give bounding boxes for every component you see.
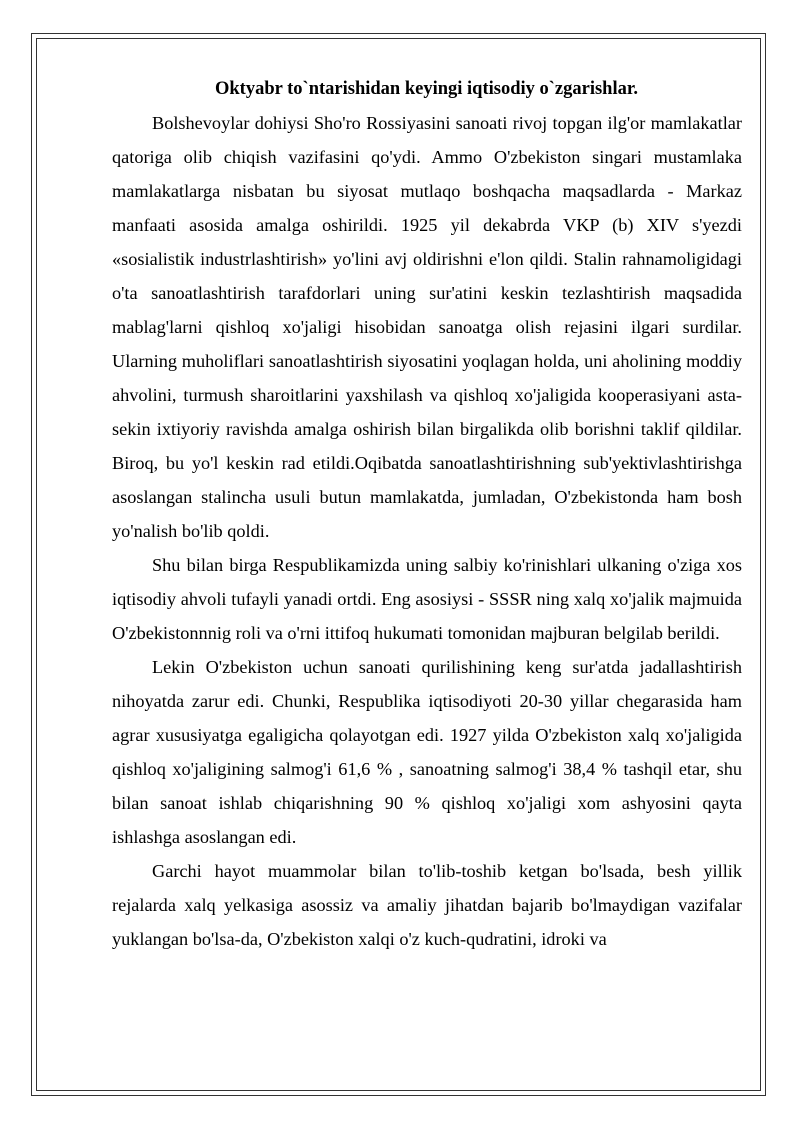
document-body — [112, 76, 742, 956]
paragraph-3: Lekin O'zbekiston uchun sanoati qurilishining keng sur'atda jadallashtirish nihoyatda zarur edi. Chunki, Respublika iqtisodiyoti 20-30 yillar chegarasida ham agrar xususiyatga egaligicha qolayotgan edi. 1927 yilda O'zbekiston xalq xo'jaligida qishloq xo'jaligining salmog'i 61,6 % , sanoatning salmog'i 38,4 % tashqil etar, shu bilan sanoat ishlab chiqarishning 90 % qishloq xo'jaligi xom ashyosini qayta ishlashga asoslangan edi. — [112, 657, 742, 847]
paragraph-4: Garchi hayot muammolar bilan to'lib-toshib ketgan bo'lsada, besh yillik rejalarda xalq yelkasiga asossiz va amaliy jihatdan bajarib bo'lmaydigan vazifalar yuklangan bo'lsa-da, O'zbekiston xalqi o'z kuch-qudratini, idroki va — [112, 861, 742, 949]
document-title: Oktyabr to`ntarishidan keyingi iqtisodiy o`zgarishlar. — [215, 79, 638, 99]
paragraph-1: Bolshevoylar dohiysi Sho'ro Rossiyasini sanoati rivoj topgan ilg'or mamlakatlar qatoriga olib chiqish vazifasini qo'ydi. Ammo O'zbekiston singari mustamlaka mamlakatlarga nisbatan bu siyosat mutlaqo boshqacha maqsadlarda - Markaz manfaati asosida amalga oshirildi. 1925 yil dekabrda VKP (b) XIV s'yezdi «sosialistik industrlashtirish» yo'lini avj oldirishni e'lon qildi. Stalin rahnamoligidagi o'ta sanoatlashtirish tarafdorlari uning sur'atini keskin tezlashtirish maqsadida mablag'larni qishloq xo'jaligi hisobidan sanoatga olish rejasini ilgari surdilar. Ularning muholiflari sanoatlashtirish siyosatini yoqlagan holda, uni aholining moddiy ahvolini, turmush sharoitlarini yaxshilash va qishloq xo'jaligida kooperasiyani asta-sekin ixtiyoriy ravishda amalga oshirish bilan birgalikda olib borishni taklif qildilar. Biroq, bu yo'l keskin rad etildi.Oqibatda sanoatlashtirishning sub'yektivlashtirishga asoslangan stalincha usuli butun mamlakatda, jumladan, O'zbekistonda ham bosh yo'nalish bo'lib qoldi. — [112, 113, 742, 541]
paragraph-2: Shu bilan birga Respublikamizda uning salbiy ko'rinishlari ulkaning o'ziga xos iqtisodiy ahvoli tufayli yanadi ortdi. Eng asosiysi - SSSR ning xalq xo'jalik majmuida O'zbekistonnnig roli va o'rni ittifoq hukumati tomonidan majburan belgilab berildi. — [112, 555, 742, 643]
